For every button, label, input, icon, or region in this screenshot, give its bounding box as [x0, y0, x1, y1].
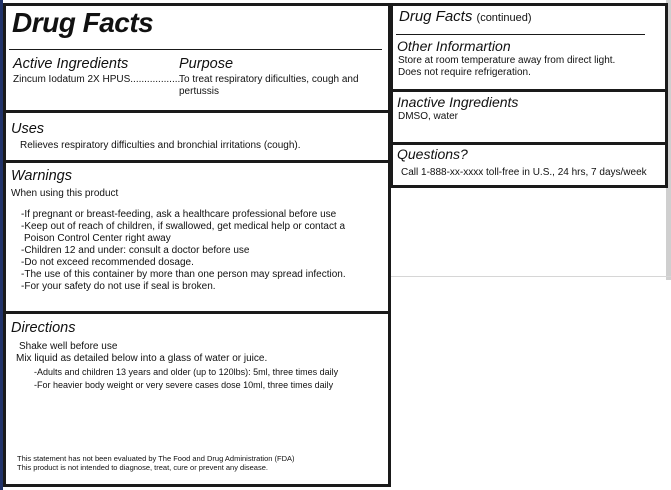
purpose-heading: Purpose: [179, 56, 234, 72]
inactive-ingredients-heading: Inactive Ingredients: [397, 94, 519, 110]
section-rule: [6, 110, 388, 113]
warning-item: -The use of this container by more than one person may spread infection.: [21, 269, 346, 280]
active-ingredient: Zincum Iodatum 2X HPUS...................: [13, 74, 184, 85]
directions-heading: Directions: [11, 320, 76, 336]
divider-line: [390, 276, 671, 277]
continued-title-suffix: (continued): [476, 12, 532, 24]
warning-item: -Keep out of reach of children, if swallowed, get medical help or contact a: [21, 221, 346, 232]
drug-facts-title: Drug Facts: [12, 7, 154, 38]
section-rule: [6, 311, 388, 314]
uses-text: Relieves respiratory difficulties and bronchial irritations (cough).: [20, 140, 301, 151]
fda-disclaimer-2: This product is not intended to diagnose, treat, cure or prevent any disease.: [17, 463, 268, 472]
purpose-line-2: pertussis: [179, 86, 220, 97]
fda-disclaimer-1: This statement has not been evaluated by The Food and Drug Administration (FDA): [17, 454, 295, 463]
questions-heading: Questions?: [397, 146, 468, 162]
continued-title-main: Drug Facts: [399, 8, 473, 25]
directions-line-1: Shake well before use: [19, 341, 118, 352]
purpose-line-1: To treat respiratory dificulties, cough and: [179, 74, 359, 85]
warning-item: Poison Control Center right away: [24, 233, 171, 244]
directions-sub-1: -Adults and children 13 years and older (up to 120lbs): 5ml, three times daily: [34, 367, 339, 377]
section-rule: [393, 142, 665, 145]
warning-item: -Children 12 and under: consult a doctor before use: [21, 245, 250, 256]
section-rule: [6, 160, 388, 163]
section-rule: [393, 89, 665, 92]
directions-sub-2: -For heavier body weight or very severe cases dose 10ml, three times daily: [34, 380, 334, 390]
drug-facts-panel: [3, 3, 391, 487]
drug-facts-continued-panel: [390, 3, 668, 188]
warning-item: -For your safety do not use if seal is broken.: [21, 281, 216, 292]
continued-title: [399, 8, 532, 27]
questions-text: Call 1-888-xx-xxxx toll-free in U.S., 24 hrs, 7 days/week: [401, 167, 647, 178]
inactive-ingredients-text: DMSO, water: [398, 111, 459, 122]
continued-title-rule: [396, 34, 645, 35]
uses-heading: Uses: [11, 121, 45, 137]
other-info-line-1: Store at room temperature away from direct light.: [398, 55, 616, 66]
title-rule: [9, 49, 382, 50]
warnings-heading: Warnings: [11, 168, 72, 184]
warning-item: -If pregnant or breast-feeding, ask a healthcare professional before use: [21, 209, 337, 220]
warning-item: -Do not exceed recommended dosage.: [21, 257, 194, 268]
warnings-intro: When using this product: [11, 188, 119, 199]
active-ingredients-heading: Active Ingredients: [13, 56, 129, 72]
other-info-line-2: Does not require refrigeration.: [398, 67, 531, 78]
directions-line-2: Mix liquid as detailed below into a glass of water or juice.: [16, 353, 268, 364]
other-information-heading: Other Informartion: [397, 38, 511, 54]
